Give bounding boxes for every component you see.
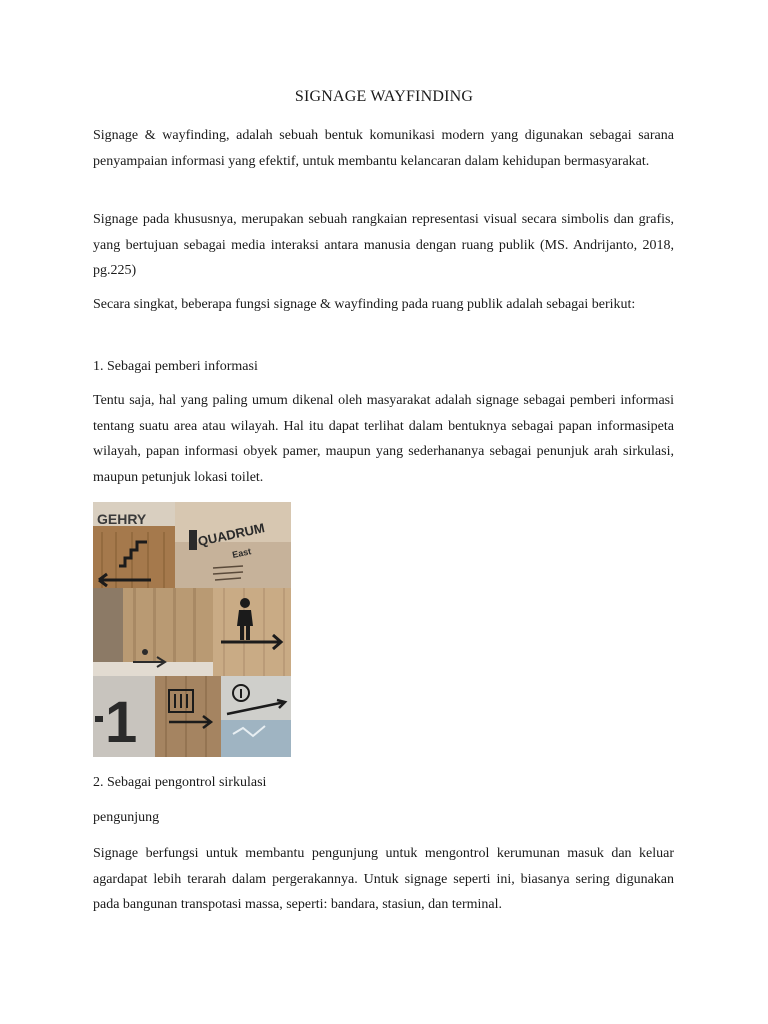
photo-quadrum-sign — [175, 502, 291, 588]
photo-wood-corridor — [93, 588, 213, 676]
item2-subheading: pengunjung — [93, 810, 160, 825]
signage-photo-collage — [93, 502, 291, 757]
sign-text-quadrum: QUADRUM — [196, 520, 267, 549]
item1-heading: 1. Sebagai pemberi informasi — [93, 359, 258, 374]
paragraph-functions-intro: Secara singkat, beberapa fungsi signage & wayfinding pada ruang publik adalah sebagai berikut: — [93, 297, 636, 312]
sign-text-one: 1 — [105, 690, 138, 755]
item1-body: Tentu saja, hal yang paling umum dikenal oleh masyarakat adalah signage sebagai pemberi informasi tentang suatu area atau wilayah. Hal itu dapat terlihat dalam bentuknya sebagai papan informasipeta wilayah, papan informasi obyek pamer, maupun yang sederhananya sebagai penunjuk arah sirkulasi, maupun petunjuk lokasi toilet. — [93, 393, 674, 485]
sign-text-gehry: GEHRY — [97, 511, 147, 527]
photo-gehry-sign — [93, 502, 175, 588]
paragraph-definition: Signage pada khususnya, merupakan sebuah rangkaian representasi visual secara simbolis dan grafis, yang bertujuan sebagai media interaksi antara manusia dengan ruang publik (MS. Andrijanto, 2018, pg.225) — [93, 212, 674, 278]
sign-text-east: East — [231, 546, 253, 560]
photo-person-arrow-sign — [213, 588, 291, 676]
paragraph-intro: Signage & wayfinding, adalah sebuah bentuk komunikasi modern yang digunakan sebagai sarana penyampaian informasi yang efektif, untuk membantu kelancaran dalam kehidupan bermasyarakat. — [93, 128, 674, 169]
photo-info-sign — [221, 676, 291, 757]
item2-heading: 2. Sebagai pengontrol sirkulasi — [93, 775, 267, 790]
item2-body: Signage berfungsi untuk membantu pengunjung untuk mengontrol kerumunan masuk dan keluar agardapat lebih terarah dalam pergerakannya. Untuk signage seperti ini, biasanya sering digunakan pada bangunan transpotasi massa, seperti: bandara, stasiun, dan terminal. — [93, 846, 674, 912]
photo-number-one-sign — [93, 676, 155, 757]
document-title: SIGNAGE WAYFINDING — [294, 88, 474, 105]
photo-restroom-sign — [155, 676, 221, 757]
